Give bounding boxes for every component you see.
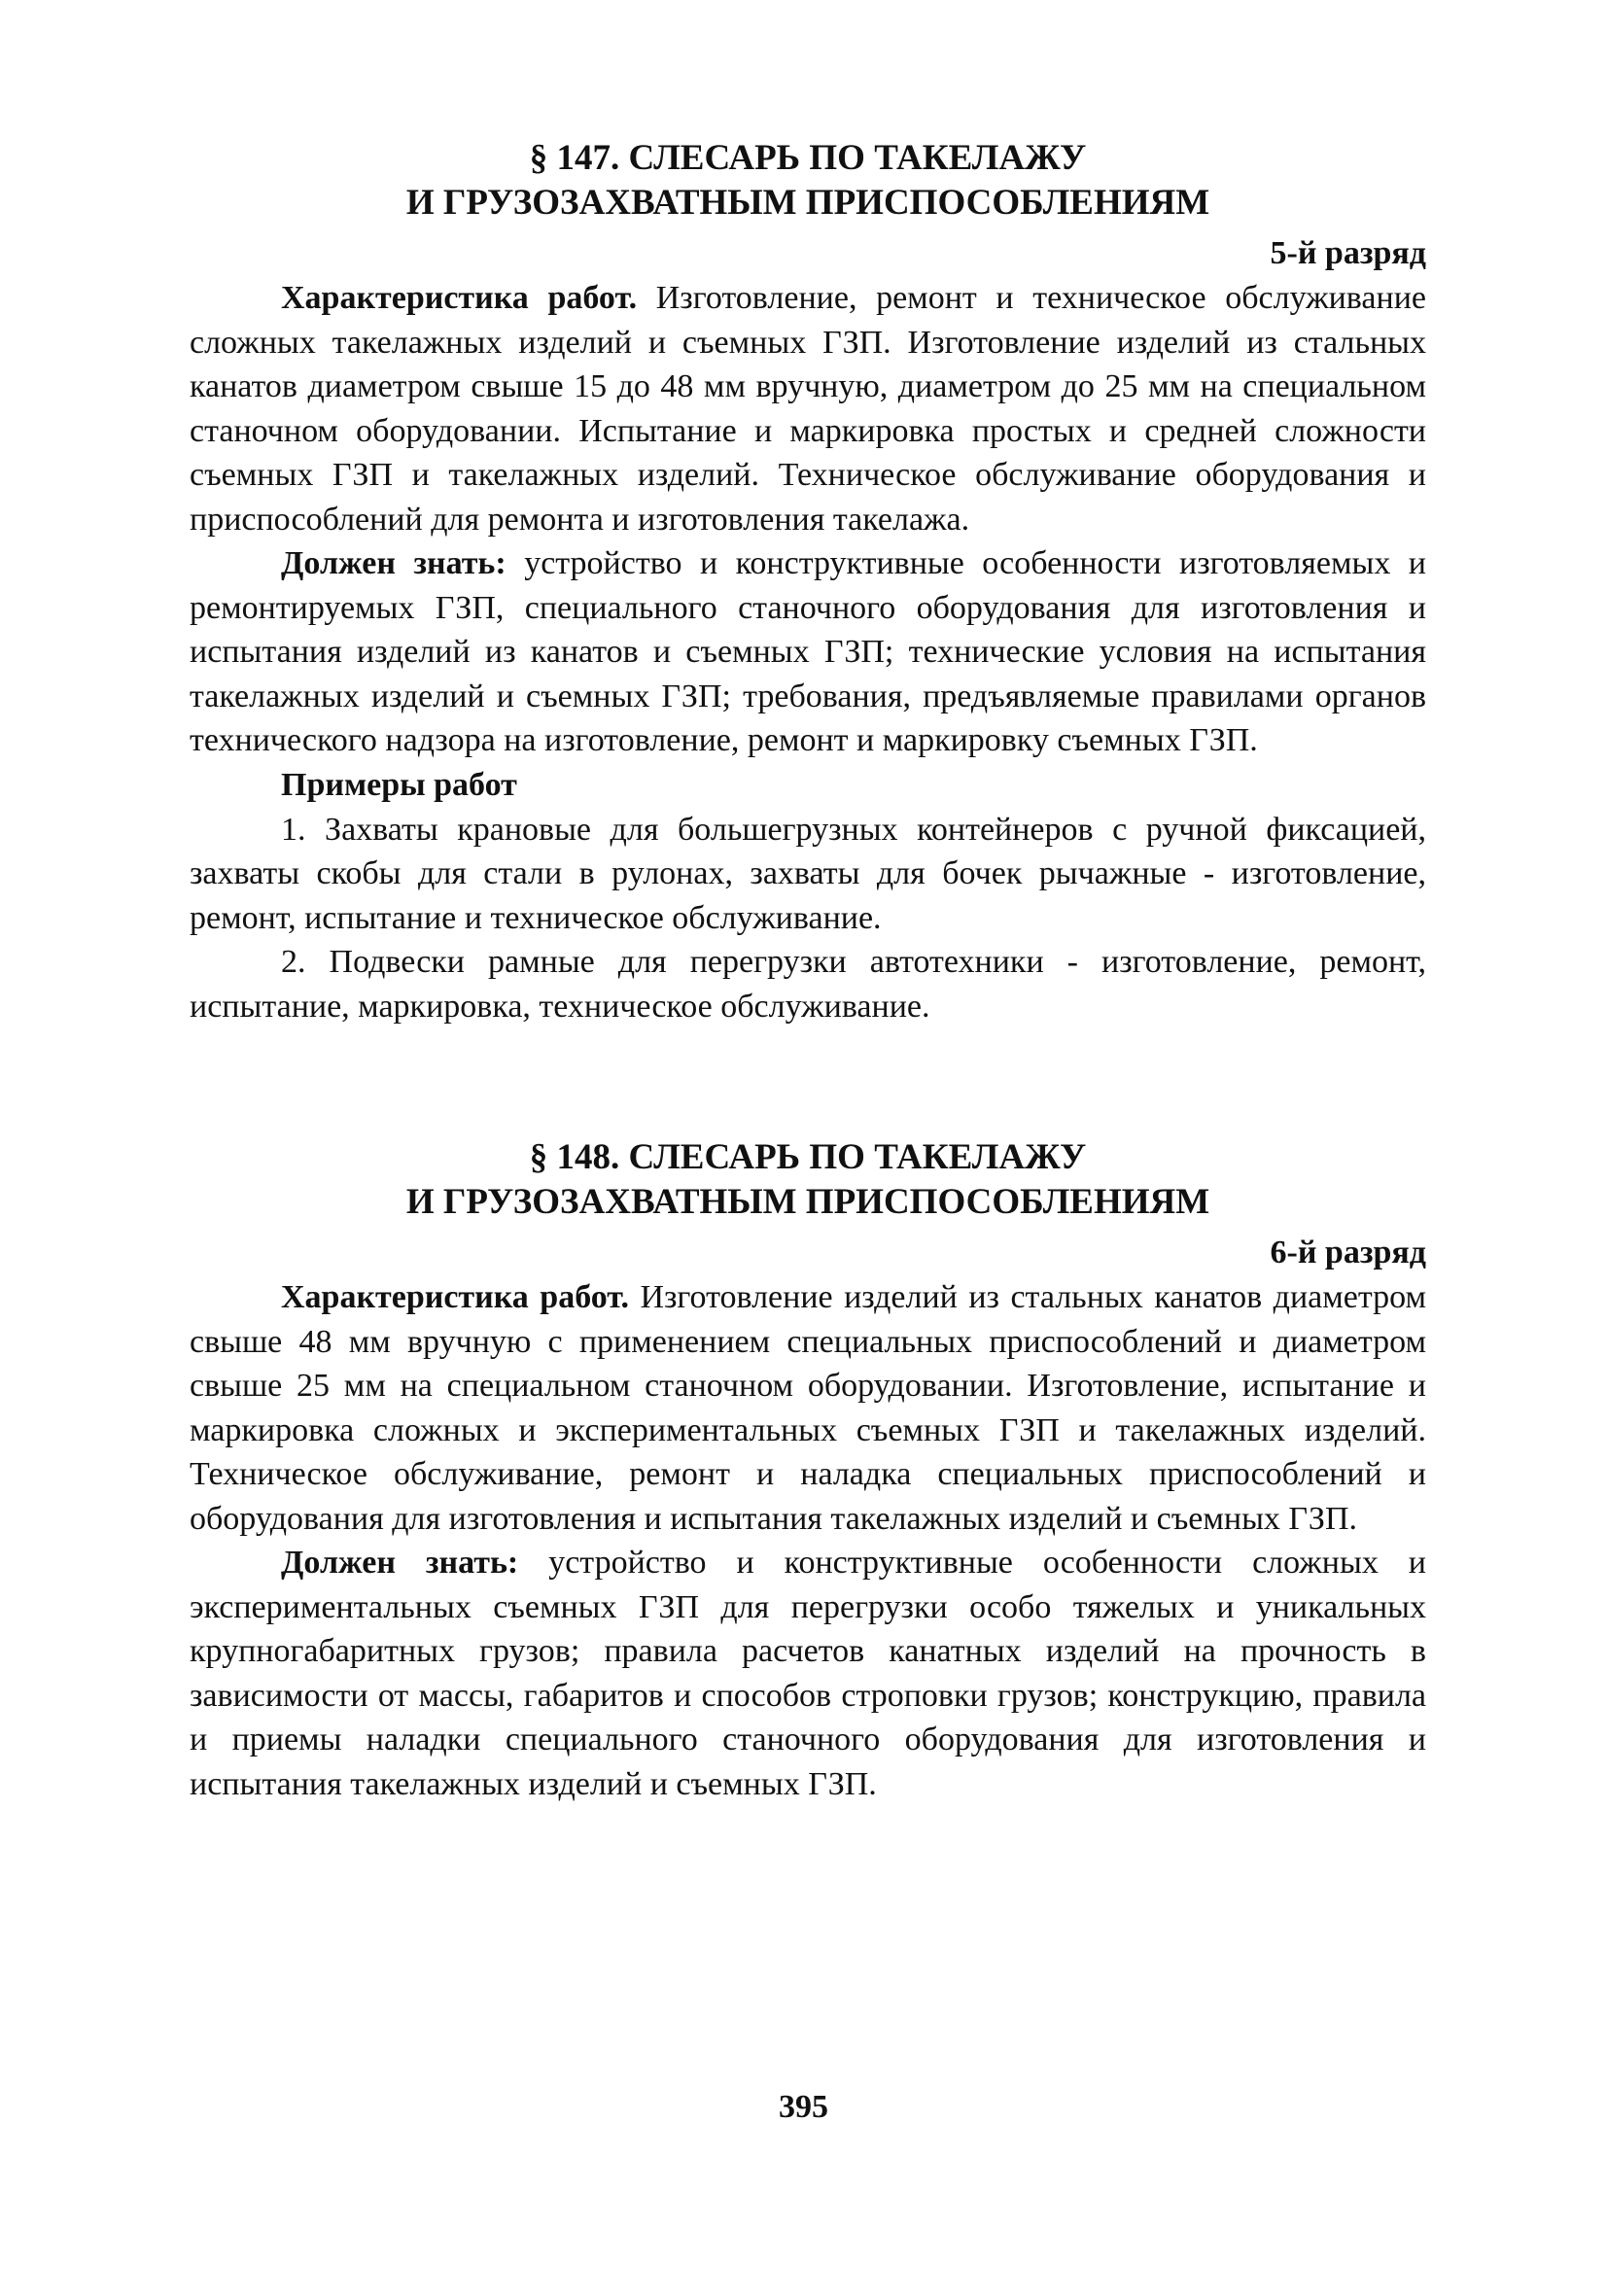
must-know-label: Должен знать: [281,1545,519,1581]
section-148-characteristics [190,1275,1426,1541]
must-know-text: устройство и конструктивные особенности изготовляемых и ремонтируемых ГЗП, специального станочного оборудования для изготовления и испытания изделий из канатов и съемных ГЗП; технические условия на испытания такелажных изделий и съемных ГЗП; требования, предъявляемые правилами органов технического надзора на изготовление, ремонт и маркировку съемных ГЗП. [190,545,1426,758]
characteristics-text: Изготовление изделий из стальных канатов диаметром свыше 48 мм вручную с применением специальных приспособлений и диаметром свыше 25 мм на специальном станочном оборудовании. Изготовление, испытание и маркировка сложных и экспериментальных съемных ГЗП и такелажных изделий. Техническое обслуживание, ремонт и наладка специальных приспособлений и оборудования для изготовления и испытания такелажных изделий и съемных ГЗП. [190,1279,1426,1537]
characteristics-text: Изготовление, ремонт и техническое обслуживание сложных такелажных изделий и съемных ГЗП. Изготовление изделий из стальных канатов диаметром свыше 15 до 48 мм вручную, диаметром до 25 мм на специальном станочном оборудовании. Испытание и маркировка простых и средней сложности съемных ГЗП и такелажных изделий. Техническое обслуживание оборудования и приспособлений для ремонта и изготовления такелажа. [190,280,1426,538]
section-148-title [190,1135,1426,1225]
section-147-example-2: 2. Подвески рамные для перегрузки автотехники - изготовление, ремонт, испытание, маркировка, техническое обслуживание. [190,944,1426,1025]
section-147-title [190,136,1426,226]
must-know-text: устройство и конструктивные особенности сложных и экспериментальных съемных ГЗП для перегрузки особо тяжелых и уникальных крупногабаритных грузов; правила расчетов канатных изделий на прочность в зависимости от массы, габаритов и способов строповки грузов; конструкцию, правила и приемы наладки специального станочного оборудования для изготовления и испытания такелажных изделий и съемных ГЗП. [190,1545,1426,1802]
section-148-title-line1: § 148. СЛЕСАРЬ ПО ТАКЕЛАЖУ [529,1137,1087,1177]
section-147-characteristics [190,276,1426,541]
characteristics-label: Характеристика работ. [281,1279,629,1315]
page-number: 395 [779,2089,828,2125]
must-know-label: Должен знать: [281,545,507,581]
section-147-grade: 5-й разряд [1270,235,1426,271]
section-148-grade: 6-й разряд [1270,1235,1426,1270]
document-page [190,136,1426,1806]
section-147-must-know [190,541,1426,763]
section-147 [190,136,1426,1028]
section-148 [190,1135,1426,1806]
section-148-title-line2: И ГРУЗОЗАХВАТНЫМ ПРИСПОСОБЛЕНИЯМ [405,1182,1210,1222]
section-gap [190,1028,1426,1135]
characteristics-label: Характеристика работ. [281,280,638,316]
section-148-must-know [190,1541,1426,1806]
section-147-examples-heading: Примеры работ [281,766,517,803]
section-147-title-line2: И ГРУЗОЗАХВАТНЫМ ПРИСПОСОБЛЕНИЯМ [405,183,1210,223]
section-147-title-line1: § 147. СЛЕСАРЬ ПО ТАКЕЛАЖУ [529,138,1087,178]
section-147-example-1: 1. Захваты крановые для большегрузных контейнеров с ручной фиксацией, захваты скобы для стали в рулонах, захваты для бочек рычажные - изготовление, ремонт, испытание и техническое обслуживание. [190,811,1426,936]
